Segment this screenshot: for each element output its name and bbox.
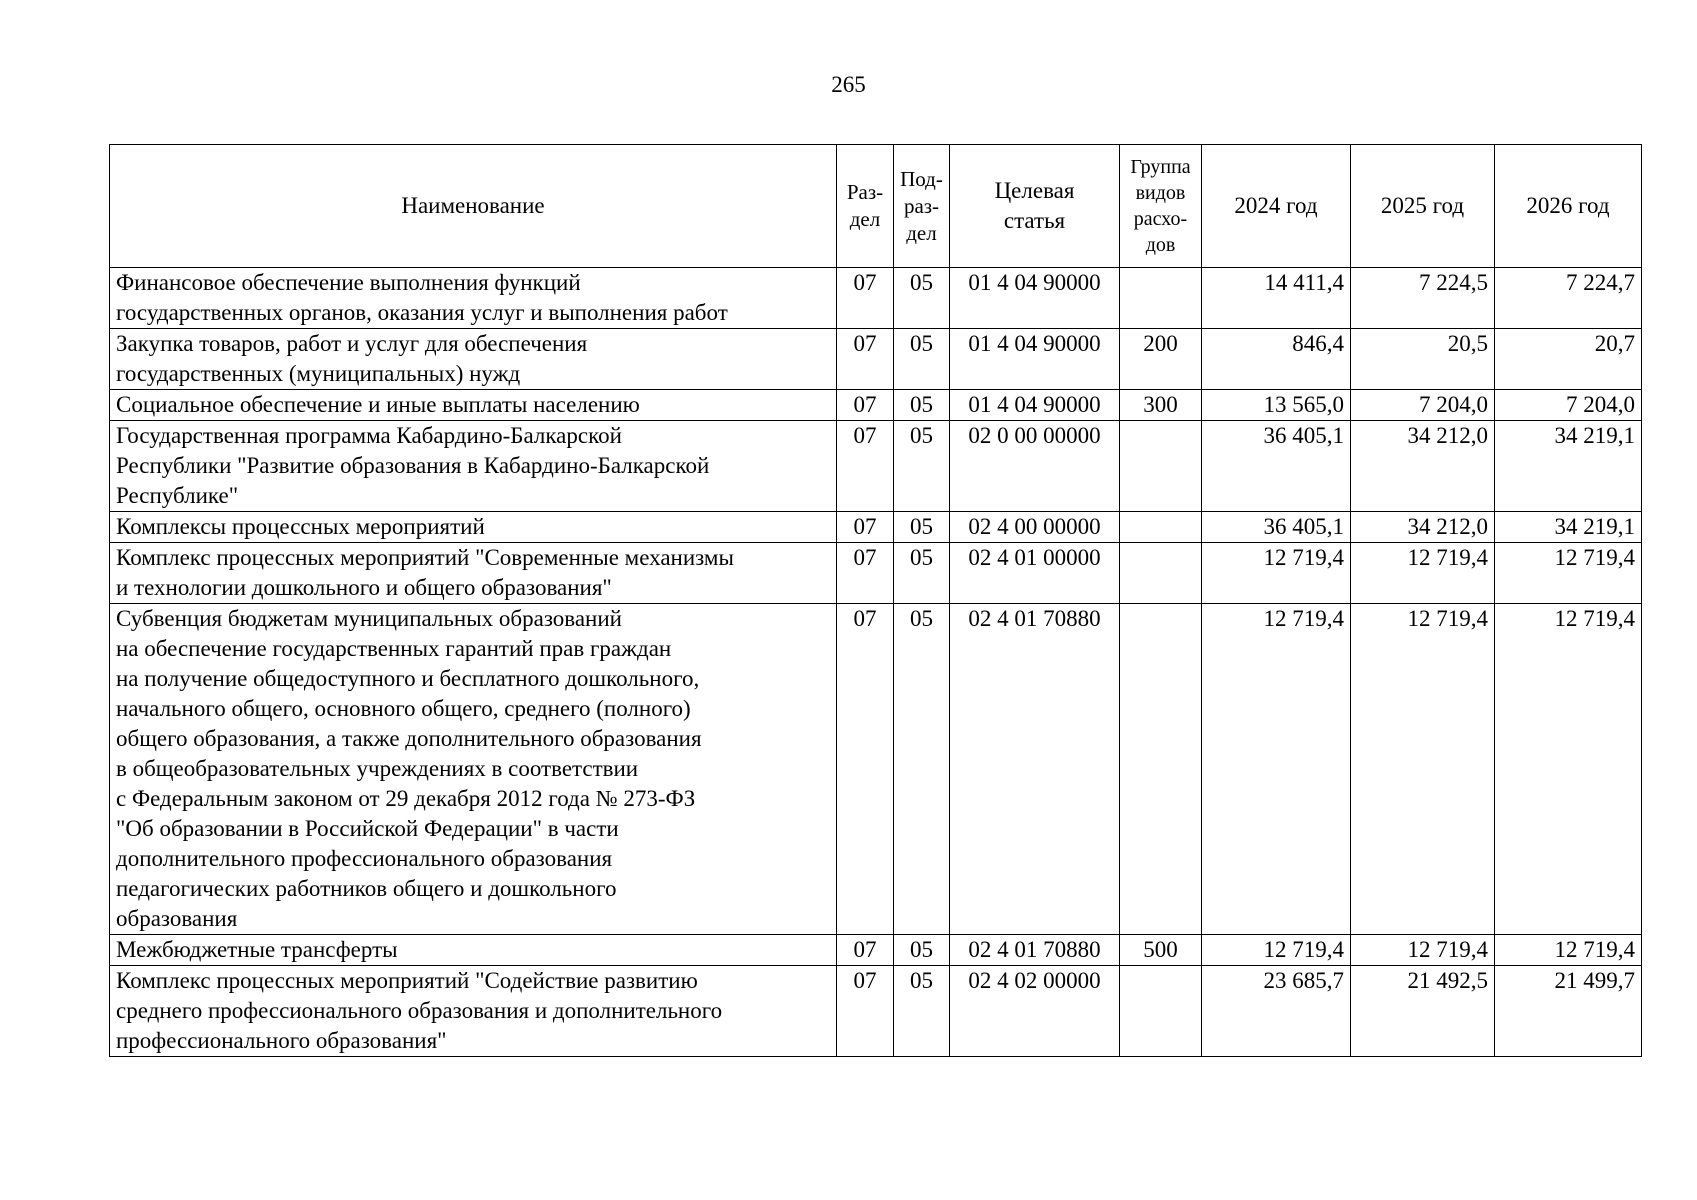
cell-podrazdel: 05 xyxy=(894,604,950,935)
cell-target-article: 02 4 00 00000 xyxy=(950,512,1120,543)
table-row xyxy=(110,421,1642,512)
cell-razdel: 07 xyxy=(837,935,894,966)
cell-podrazdel: 05 xyxy=(894,421,950,512)
table-row xyxy=(110,966,1642,1057)
cell-amount-2024: 13 565,0 xyxy=(1202,390,1351,421)
cell-razdel: 07 xyxy=(837,512,894,543)
cell-amount-2024: 36 405,1 xyxy=(1202,421,1351,512)
cell-podrazdel: 05 xyxy=(894,543,950,604)
cell-amount-2024: 846,4 xyxy=(1202,329,1351,390)
cell-amount-2024: 14 411,4 xyxy=(1202,268,1351,329)
cell-razdel: 07 xyxy=(837,329,894,390)
cell-target-article: 01 4 04 90000 xyxy=(950,329,1120,390)
cell-razdel: 07 xyxy=(837,268,894,329)
table-row xyxy=(110,329,1642,390)
header-name: Наименование xyxy=(110,145,837,268)
cell-target-article: 02 4 01 70880 xyxy=(950,935,1120,966)
cell-name: Комплексы процессных мероприятий xyxy=(110,512,837,543)
cell-name: Закупка товаров, работ и услуг для обеспечения государственных (муниципальных) нужд xyxy=(110,329,837,390)
table-body xyxy=(110,268,1642,1057)
header-year-2026: 2026 год xyxy=(1495,145,1642,268)
cell-podrazdel: 05 xyxy=(894,966,950,1057)
header-razdel: Раз- дел xyxy=(837,145,894,268)
cell-podrazdel: 05 xyxy=(894,268,950,329)
header-target-article: Целевая статья xyxy=(950,145,1120,268)
cell-name: Комплекс процессных мероприятий "Современные механизмы и технологии дошкольного и общего образования" xyxy=(110,543,837,604)
table-row xyxy=(110,604,1642,935)
cell-amount-2026: 20,7 xyxy=(1495,329,1642,390)
table-row xyxy=(110,935,1642,966)
cell-name: Государственная программа Кабардино-Балкарской Республики "Развитие образования в Кабардино-Балкарской Республике" xyxy=(110,421,837,512)
cell-amount-2025: 34 212,0 xyxy=(1351,421,1495,512)
cell-podrazdel: 05 xyxy=(894,390,950,421)
cell-razdel: 07 xyxy=(837,543,894,604)
cell-amount-2024: 36 405,1 xyxy=(1202,512,1351,543)
cell-target-article: 02 4 01 00000 xyxy=(950,543,1120,604)
cell-target-article: 02 4 02 00000 xyxy=(950,966,1120,1057)
cell-razdel: 07 xyxy=(837,421,894,512)
cell-amount-2024: 23 685,7 xyxy=(1202,966,1351,1057)
cell-name: Комплекс процессных мероприятий "Содействие развитию среднего профессионального образования и дополнительного профессионального образования" xyxy=(110,966,837,1057)
cell-expense-group xyxy=(1120,604,1202,935)
cell-target-article: 02 4 01 70880 xyxy=(950,604,1120,935)
cell-amount-2025: 20,5 xyxy=(1351,329,1495,390)
header-year-2025: 2025 год xyxy=(1351,145,1495,268)
cell-amount-2025: 7 224,5 xyxy=(1351,268,1495,329)
cell-name: Социальное обеспечение и иные выплаты населению xyxy=(110,390,837,421)
cell-amount-2024: 12 719,4 xyxy=(1202,935,1351,966)
header-year-2024: 2024 год xyxy=(1202,145,1351,268)
page-number: 265 xyxy=(831,72,866,97)
cell-target-article: 01 4 04 90000 xyxy=(950,268,1120,329)
cell-expense-group xyxy=(1120,268,1202,329)
cell-amount-2026: 12 719,4 xyxy=(1495,543,1642,604)
cell-podrazdel: 05 xyxy=(894,935,950,966)
cell-amount-2024: 12 719,4 xyxy=(1202,604,1351,935)
cell-amount-2026: 7 224,7 xyxy=(1495,268,1642,329)
cell-expense-group xyxy=(1120,421,1202,512)
cell-amount-2025: 21 492,5 xyxy=(1351,966,1495,1057)
cell-amount-2024: 12 719,4 xyxy=(1202,543,1351,604)
cell-amount-2026: 12 719,4 xyxy=(1495,604,1642,935)
header-row xyxy=(110,145,1642,268)
table-row xyxy=(110,268,1642,329)
cell-name: Субвенция бюджетам муниципальных образований на обеспечение государственных гарантий прав граждан на получение общедоступного и бесплатного дошкольного, начального общего, основного общего, среднего (полного) общего образования, а также дополнительного образования в общеобразовательных учреждениях в соответствии с Федеральным законом от 29 декабря 2012 года № 273-ФЗ "Об образовании в Российской Федерации" в части дополнительного профессионального образования педагогических работников общего и дошкольного образования xyxy=(110,604,837,935)
cell-razdel: 07 xyxy=(837,390,894,421)
cell-amount-2025: 34 212,0 xyxy=(1351,512,1495,543)
cell-amount-2025: 12 719,4 xyxy=(1351,604,1495,935)
cell-target-article: 02 0 00 00000 xyxy=(950,421,1120,512)
cell-amount-2026: 34 219,1 xyxy=(1495,512,1642,543)
cell-amount-2026: 12 719,4 xyxy=(1495,935,1642,966)
cell-amount-2026: 34 219,1 xyxy=(1495,421,1642,512)
cell-razdel: 07 xyxy=(837,604,894,935)
cell-expense-group: 200 xyxy=(1120,329,1202,390)
table-row xyxy=(110,390,1642,421)
cell-expense-group: 500 xyxy=(1120,935,1202,966)
cell-podrazdel: 05 xyxy=(894,329,950,390)
cell-podrazdel: 05 xyxy=(894,512,950,543)
table-row xyxy=(110,512,1642,543)
cell-name: Финансовое обеспечение выполнения функций государственных органов, оказания услуг и выполнения работ xyxy=(110,268,837,329)
cell-amount-2025: 12 719,4 xyxy=(1351,543,1495,604)
cell-expense-group xyxy=(1120,543,1202,604)
cell-amount-2026: 7 204,0 xyxy=(1495,390,1642,421)
cell-razdel: 07 xyxy=(837,966,894,1057)
cell-amount-2025: 7 204,0 xyxy=(1351,390,1495,421)
table-row xyxy=(110,543,1642,604)
cell-name: Межбюджетные трансферты xyxy=(110,935,837,966)
cell-target-article: 01 4 04 90000 xyxy=(950,390,1120,421)
header-podrazdel: Под- раз- дел xyxy=(894,145,950,268)
cell-expense-group xyxy=(1120,966,1202,1057)
cell-expense-group: 300 xyxy=(1120,390,1202,421)
header-expense-group: Группа видов расхо- дов xyxy=(1120,145,1202,268)
table-header xyxy=(110,145,1642,268)
cell-amount-2025: 12 719,4 xyxy=(1351,935,1495,966)
budget-table xyxy=(109,144,1642,1057)
cell-expense-group xyxy=(1120,512,1202,543)
cell-amount-2026: 21 499,7 xyxy=(1495,966,1642,1057)
